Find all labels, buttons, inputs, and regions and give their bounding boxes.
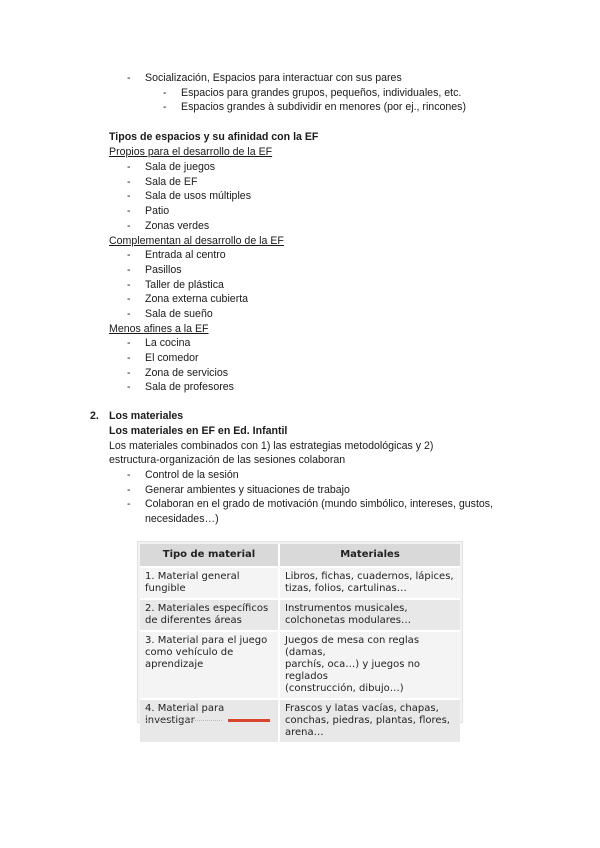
bullet-dash: -: [127, 264, 131, 276]
bullet-dash: -: [127, 220, 131, 232]
list-item-continuation: necesidades…): [145, 513, 219, 525]
list-item: Sala de usos múltiples: [145, 190, 251, 202]
bullet-dash: -: [163, 87, 167, 99]
table-cell: [279, 631, 460, 699]
bullet-dash: -: [127, 337, 131, 349]
cell-line: tizas, folios, cartulinas…: [285, 583, 407, 594]
cell-line: parchís, oca…) y juegos no reglados: [285, 659, 421, 682]
table-row: [140, 599, 460, 631]
bullet-dash: -: [127, 469, 131, 481]
intro-item: Socialización, Espacios para interactuar con sus pares: [145, 72, 402, 84]
list-item: Zonas verdes: [145, 220, 210, 232]
list-item: Sala de juegos: [145, 161, 216, 173]
list-item: Taller de plástica: [145, 279, 224, 291]
section-subtitle: Los materiales en EF en Ed. Infantil: [109, 425, 288, 437]
spaces-heading: Tipos de espacios y su afinidad con la EF: [109, 131, 319, 143]
table-cell: [140, 567, 279, 599]
group-title: Complementan al desarrollo de la EF: [109, 235, 284, 247]
bullet-dash: -: [127, 367, 131, 379]
bullet-dash: -: [127, 308, 131, 320]
bullet-dash: -: [127, 498, 131, 510]
cell-line: fungible: [145, 583, 186, 594]
section-title: Los materiales: [109, 410, 184, 422]
table-row: [140, 631, 460, 699]
table-row: [140, 567, 460, 599]
cell-line: aprendizaje: [145, 659, 204, 670]
cell-line: Libros, fichas, cuadernos, lápices,: [285, 571, 454, 582]
list-item: Sala de EF: [145, 176, 198, 188]
bullet-dash: -: [127, 484, 131, 496]
cell-line: 1. Material general: [145, 571, 240, 582]
column-header: Tipo de material: [140, 544, 279, 567]
group-title: Menos afines a la EF: [109, 323, 209, 335]
materials-table-image: [138, 542, 462, 738]
cell-line: 3. Material para el juego: [145, 635, 268, 646]
table-cell: [279, 567, 460, 599]
column-header: Materiales: [279, 544, 460, 567]
image-edge-dots: [146, 720, 222, 722]
image-edge-mark: [228, 719, 270, 722]
bullet-dash: -: [127, 176, 131, 188]
bullet-dash: -: [163, 101, 167, 113]
paragraph-line: estructura-organización de las sesiones colaboran: [109, 454, 346, 466]
cell-line: 2. Materiales específicos: [145, 603, 269, 614]
list-item: Sala de sueño: [145, 308, 213, 320]
cell-line: como vehículo de: [145, 647, 234, 658]
list-item: La cocina: [145, 337, 191, 349]
list-item: El comedor: [145, 352, 199, 364]
cell-line: 4. Material para investigar: [145, 703, 225, 726]
list-item: Generar ambientes y situaciones de trabajo: [145, 484, 350, 496]
intro-subitem: Espacios para grandes grupos, pequeños, individuales, etc.: [181, 87, 462, 99]
list-item: Patio: [145, 205, 170, 217]
cell-line: arena…: [285, 727, 324, 738]
cell-line: (construcción, dibujo…): [285, 683, 404, 694]
bullet-dash: -: [127, 205, 131, 217]
table-cell: [140, 631, 279, 699]
bullet-dash: -: [127, 381, 131, 393]
bullet-dash: -: [127, 293, 131, 305]
cell-line: Juegos de mesa con reglas (damas,: [285, 635, 420, 658]
list-item: Sala de profesores: [145, 381, 234, 393]
section-number: 2.: [90, 410, 99, 422]
cell-line: conchas, piedras, plantas, flores,: [285, 715, 450, 726]
list-item: Pasillos: [145, 264, 182, 276]
list-item: Zona externa cubierta: [145, 293, 249, 305]
paragraph-line: Los materiales combinados con 1) las estrategias metodológicas y 2): [109, 440, 434, 452]
cell-line: de diferentes áreas: [145, 615, 242, 626]
table-cell: [279, 599, 460, 631]
materials-table: [140, 544, 460, 742]
cell-line: Instrumentos musicales,: [285, 603, 408, 614]
list-item: Colaboran en el grado de motivación (mundo simbólico, intereses, gustos,: [145, 498, 494, 510]
table-cell: [140, 599, 279, 631]
bullet-dash: -: [127, 352, 131, 364]
bullet-dash: -: [127, 249, 131, 261]
list-item: Control de la sesión: [145, 469, 239, 481]
table-cell: [279, 699, 460, 742]
bullet-dash: -: [127, 72, 131, 84]
bullet-dash: -: [127, 279, 131, 291]
bullet-dash: -: [127, 190, 131, 202]
list-item: Entrada al centro: [145, 249, 226, 261]
table-header-row: [140, 544, 460, 567]
cell-line: Frascos y latas vacías, chapas,: [285, 703, 439, 714]
intro-subitem: Espacios grandes à subdividir en menores (por ej., rincones): [181, 101, 466, 113]
list-item: Zona de servicios: [145, 367, 229, 379]
cell-line: colchonetas modulares…: [285, 615, 411, 626]
bullet-dash: -: [127, 161, 131, 173]
group-title: Propios para el desarrollo de la EF: [109, 146, 273, 158]
